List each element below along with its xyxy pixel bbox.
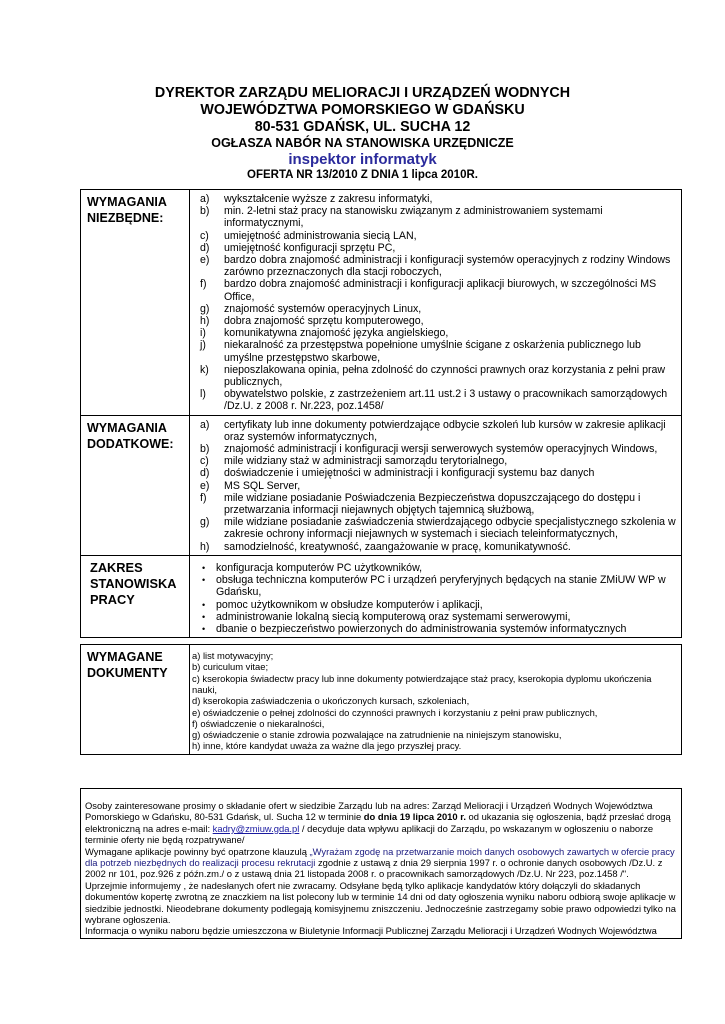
item-text: samodzielność, kreatywność, zaangażowanie w pracę, komunikatywność.: [224, 540, 571, 553]
item-text: MS SQL Server,: [224, 479, 301, 492]
section-additional: [80, 416, 682, 556]
list-item: [200, 193, 677, 205]
position-title: inspektor informatyk: [288, 151, 437, 168]
return-policy: Uprzejmie informujemy , że nadesłanych ofert nie zwracamy. Odsyłane będą tylko aplikacje kandydatów który dołączyli do składanych dokumentów kopertę zwrotną ze znaczkiem na list polecony lub w terminie 14 dni od daty ogłoszenia wyniku naboru odbiorą swoje aplikacje w siedzibie jednostki. Nieodebrane dokumenty podlegają komisyjnemu zniszczeniu. Jednocześnie zastrzegamy sobie prawo odpowiedzi tylko na wybrane ogłoszenia.: [85, 879, 676, 926]
list-item: [200, 254, 677, 278]
documents-list: [192, 650, 677, 752]
item-text: certyfikaty lub inne dokumenty potwierdzające odbycie szkoleń lub kursów w zakresie aplikacji oraz systemów informatycznych,: [224, 418, 666, 443]
item-marker: g): [200, 516, 210, 529]
item-text: konfiguracja komputerów PC użytkowników,: [216, 561, 423, 574]
item-text: mile widziane posiadanie zaświadczenia stwierdzającego odbycie specjalistycznego szkolenia w zakresie ochrony informacji niejawnych w systemach i sieciach teleinformatycznych,: [224, 516, 676, 541]
additional-list: [200, 419, 677, 553]
item-marker: d): [200, 241, 210, 254]
item-text: niekaralność za przestępstwa popełnione umyślnie ścigane z oskarżenia publicznego lub umyślne przestępstwo skarbowe,: [224, 339, 641, 364]
list-item: [200, 364, 677, 388]
item-text: komunikatywna znajomość języka angielskiego,: [224, 327, 449, 340]
document-item: b) curiculum vitae;: [192, 661, 269, 673]
item-text: obywatelstwo polskie, z zastrzeżeniem art.11 ust.2 i 3 ustawy o pracownikach samorządowych /Dz.U. z 2008 r. Nr.223, poz.1458/: [224, 388, 668, 413]
item-text: min. 2-letni staż pracy na stanowisku związanym z administrowaniem systemami informatycznymi,: [224, 205, 603, 230]
offer-number: OFERTA NR 13/2010 Z DNIA 1 lipca 2010R.: [247, 169, 478, 181]
list-item: [200, 455, 677, 467]
item-text: wykształcenie wyższe z zakresu informatyki,: [224, 193, 433, 205]
header-line-employer: DYREKTOR ZARZĄDU MELIORACJI I URZĄDZEŃ WODNYCH: [154, 85, 571, 101]
list-item: [200, 599, 677, 611]
item-marker: b): [200, 205, 210, 218]
email-link[interactable]: kadry@zmiuw.gda.pl: [212, 822, 300, 834]
item-text: umiejętność konfiguracji sprzętu PC,: [224, 241, 396, 254]
document-item: e) oświadczenie o pełnej zdolności do czynności prawnych i korzystaniu z pełni praw publicznych,: [192, 706, 598, 718]
item-marker: e): [200, 479, 210, 492]
scope-list: [200, 562, 677, 635]
list-item: [200, 574, 677, 598]
requirements-table: [80, 189, 682, 755]
list-item: [200, 315, 677, 327]
document-item: a) list motywacyjny;: [192, 650, 274, 662]
announcement-header: [0, 85, 725, 182]
list-item: [200, 516, 677, 540]
item-marker: a): [200, 193, 210, 205]
document-item: c) kserokopia świadectw pracy lub inne dokumenty potwierdzające staż pracy, kserokopia dyplomu ukończenia nauki,: [192, 672, 652, 695]
list-item: [200, 419, 677, 443]
item-text: bardzo dobra znajomość administracji i konfiguracji aplikacji biurowych, w szczególności MS Office,: [224, 278, 657, 303]
item-marker: •: [202, 599, 206, 610]
list-item: [200, 611, 677, 623]
item-marker: •: [202, 611, 206, 622]
item-marker: d): [200, 467, 210, 480]
section-documents: [80, 644, 682, 755]
section-label: WYMAGANE DOKUMENTY: [81, 645, 190, 754]
item-marker: •: [202, 623, 206, 634]
item-text: obsługa techniczna komputerów PC i urządzeń peryferyjnych będących na stanie ZMiUW WP w Gdańsku,: [216, 574, 666, 599]
list-item: [200, 242, 677, 254]
deadline: do dnia 19 lipca 2010 r.: [363, 811, 466, 823]
document-item: h) inne, które kandydat uważa za ważne dla jego przyszłej pracy.: [192, 740, 462, 752]
header-line-region: WOJEWÓDZTWA POMORSKIEGO W GDAŃSKU: [200, 102, 525, 118]
item-marker: k): [200, 363, 209, 376]
item-text: nieposzlakowana opinia, pełna zdolność do czynności prawnych oraz korzystania z pełni praw publicznych,: [224, 363, 666, 389]
item-marker: e): [200, 254, 210, 267]
list-item: [200, 388, 677, 412]
result-info: Informacja o wyniku naboru będzie umieszczona w Biuletynie Informacji Publicznej Zarządu Melioracji i Urządzeń Wodnych Województwa: [85, 925, 657, 937]
item-text: mile widziany staż w administracji samorządu terytorialnego,: [224, 455, 508, 468]
item-text: umiejętność administrowania siecią LAN,: [224, 229, 417, 242]
item-marker: h): [200, 315, 210, 328]
document-item: f) oświadczenie o niekaralności,: [192, 717, 325, 729]
application-notes: [80, 788, 682, 939]
list-item: [200, 339, 677, 363]
item-marker: c): [200, 455, 209, 468]
item-marker: i): [200, 327, 206, 340]
submission-info: Osoby zainteresowane prosimy o składanie ofert w siedzibie Zarządu lub na adres: Zarząd Melioracji i Urządzeń Wodnych Województwa Pomorskiego w Gdańsku, 80-531 Gdańsk, ul. Sucha 12 w terminie do dnia 19 lipca 2010 r. od ukazania się ogłoszenia, bądź przesłać drogą elektroniczną na adres e-mail: kadry@zmiuw.gda.pl / decyduje data wpływu aplikacji do Zarządu, po wskazanym w ogłoszeniu o naborze terminie oferty nie będą rozpatrywane/: [85, 800, 671, 846]
section-label: ZAKRES STANOWISKA PRACY: [81, 556, 190, 637]
item-text: bardzo dobra znajomość administracji i konfiguracji systemów operacyjnych z rodziny Windows zarówno przeznaczonych dla stacji roboczych,: [224, 254, 671, 279]
item-marker: j): [200, 339, 206, 352]
item-marker: •: [202, 562, 206, 573]
document-item: g) oświadczenie o stanie zdrowia pozwalające na zatrudnienie na niniejszym stanowisku,: [192, 729, 562, 741]
item-marker: b): [200, 443, 210, 456]
header-line-recruitment: OGŁASZA NABÓR NA STANOWISKA URZĘDNICZE: [211, 136, 514, 150]
item-marker: h): [200, 540, 210, 553]
section-scope: [80, 556, 682, 638]
item-marker: c): [200, 229, 209, 242]
consent-clause-info: Wymagane aplikacje powinny być opatrzone klauzulą „Wyrażam zgodę na przetwarzanie moich danych osobowych zawartych w ofercie pracy dla potrzeb niezbędnych do realizacji procesu rekrutacji zgodnie z ustawą z dnia 29 sierpnia 1997 r. o ochronie danych osobowych /Dz.U. z 2002 nr 101, poz.926 z późn.zm./ o z ustawą dnia 21 listopada 2008 r. o pracownikach samorządowych /Dz.U. Nr 223, poz.1458 /".: [85, 845, 675, 880]
section-label: WYMAGANIA DODATKOWE:: [81, 416, 190, 555]
header-line-address: 80-531 GDAŃSK, UL. SUCHA 12: [254, 119, 471, 135]
item-text: pomoc użytkownikom w obsłudze komputerów i aplikacji,: [216, 598, 483, 611]
item-text: znajomość administracji i konfiguracji wersji serwerowych systemów operacyjnych Windows,: [224, 443, 658, 456]
item-marker: f): [200, 278, 207, 291]
list-item: [200, 443, 677, 455]
item-text: dbanie o bezpieczeństwo powierzonych do administrowania systemów informatycznych: [216, 622, 627, 635]
item-marker: •: [202, 575, 206, 586]
item-marker: a): [200, 418, 210, 431]
item-text: dobra znajomość sprzętu komputerowego,: [224, 315, 424, 328]
consent-clause: „Wyrażam zgodę na przetwarzanie moich danych osobowych zawartych w ofercie pracy dla potrzeb niezbędnych do realizacji procesu rekrutacji: [85, 845, 675, 869]
item-marker: g): [200, 302, 210, 315]
item-marker: f): [200, 491, 207, 504]
list-item: [200, 327, 677, 339]
section-required: [80, 190, 682, 416]
list-item: [200, 623, 677, 635]
list-item: [200, 562, 677, 574]
item-text: znajomość systemów operacyjnych Linux,: [224, 302, 422, 315]
list-item: [200, 467, 677, 479]
required-list: [200, 193, 677, 413]
list-item: [200, 230, 677, 242]
item-text: doświadczenie i umiejętności w administracji i konfiguracji systemu baz danych: [224, 467, 595, 480]
list-item: [200, 492, 677, 516]
item-marker: l): [200, 388, 206, 401]
document-item: d) kserokopia zaświadczenia o ukończonych kursach, szkoleniach,: [192, 695, 470, 707]
list-item: [200, 205, 677, 229]
section-label: WYMAGANIA NIEZBĘDNE:: [81, 190, 190, 415]
list-item: [200, 541, 677, 553]
list-item: [200, 278, 677, 302]
item-text: mile widziane posiadanie Poświadczenia Bezpieczeństwa dopuszczającego do dostępu i przetwarzania informacji niejawnych objętych tajemnicą służbową,: [224, 491, 641, 517]
item-text: administrowanie lokalną siecią komputerową oraz systemami serwerowymi,: [216, 610, 571, 623]
list-item: [200, 303, 677, 315]
list-item: [200, 480, 677, 492]
